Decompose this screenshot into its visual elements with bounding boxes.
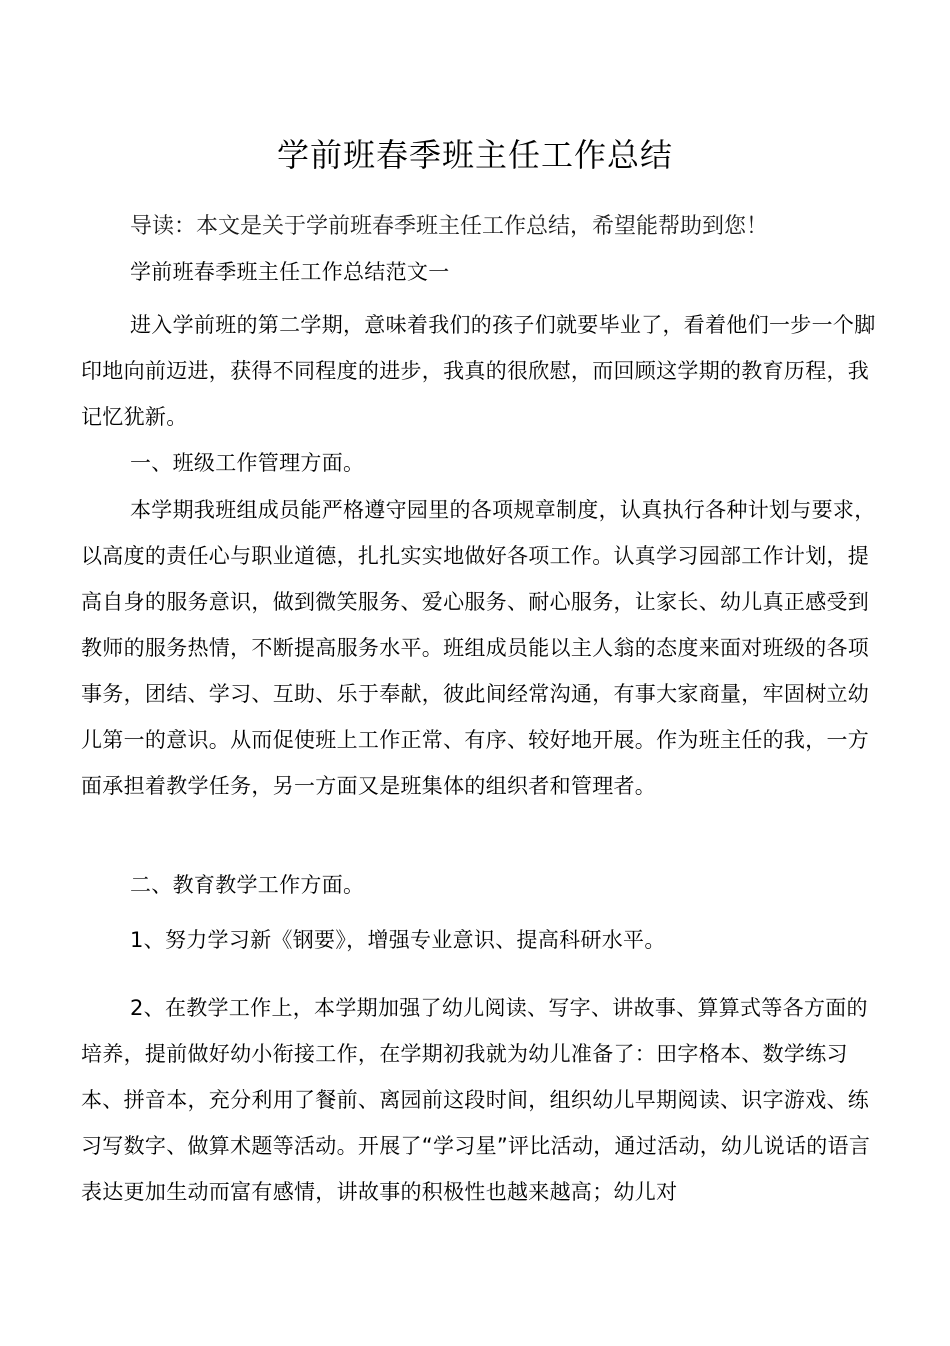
document-title: 学前班春季班主任工作总结 bbox=[276, 136, 673, 174]
list-item-1: 1、努力学习新《钢要》，增强专业意识、提高科研水平。 bbox=[130, 928, 666, 952]
list-item-2: 2、在教学工作上，本学期加强了幼儿阅读、写字、讲故事、算算式等各方面的培养，提前做好幼小衔接工作，在学期初我就为幼儿准备了：田字格本、数学练习本、拼音本，充分利用了餐前、离园前这段时间，组织幼儿早期阅读、识字游戏、练习写数字、做算术题等活动。开展了“学习星”评比活动，通过活动，幼儿说话的语言表达更加生动而富有感情，讲故事的积极性也越来越高；幼儿对 bbox=[81, 996, 871, 1204]
section-subtitle: 学前班春季班主任工作总结范文一 bbox=[130, 260, 450, 284]
heading-class-management: 一、班级工作管理方面。 bbox=[130, 451, 365, 475]
management-paragraph: 本学期我班组成员能严格遵守园里的各项规章制度，认真执行各种计划与要求，以高度的责任心与职业道德，扎扎实实地做好各项工作。认真学习园部工作计划，提高自身的服务意识，做到微笑服务、爱心服务、耐心服务，让家长、幼儿真正感受到教师的服务热情，不断提高服务水平。班组成员能以主人翁的态度来面对班级的各项事务，团结、学习、互助、乐于奉献，彼此间经常沟通，有事大家商量，牢固树立幼儿第一的意识。从而促使班上工作正常、有序、较好地开展。作为班主任的我，一方面承担着教学任务，另一方面又是班集体的组织者和管理者。 bbox=[81, 498, 876, 798]
heading-teaching-work: 二、教育教学工作方面。 bbox=[130, 873, 365, 897]
lead-paragraph: 导读：本文是关于学前班春季班主任工作总结，希望能帮助到您！ bbox=[130, 214, 769, 239]
intro-paragraph: 进入学前班的第二学期，意味着我们的孩子们就要毕业了，看着他们一步一个脚印地向前迈进，获得不同程度的进步，我真的很欣慰，而回顾这学期的教育历程，我记忆犹新。 bbox=[81, 313, 876, 429]
